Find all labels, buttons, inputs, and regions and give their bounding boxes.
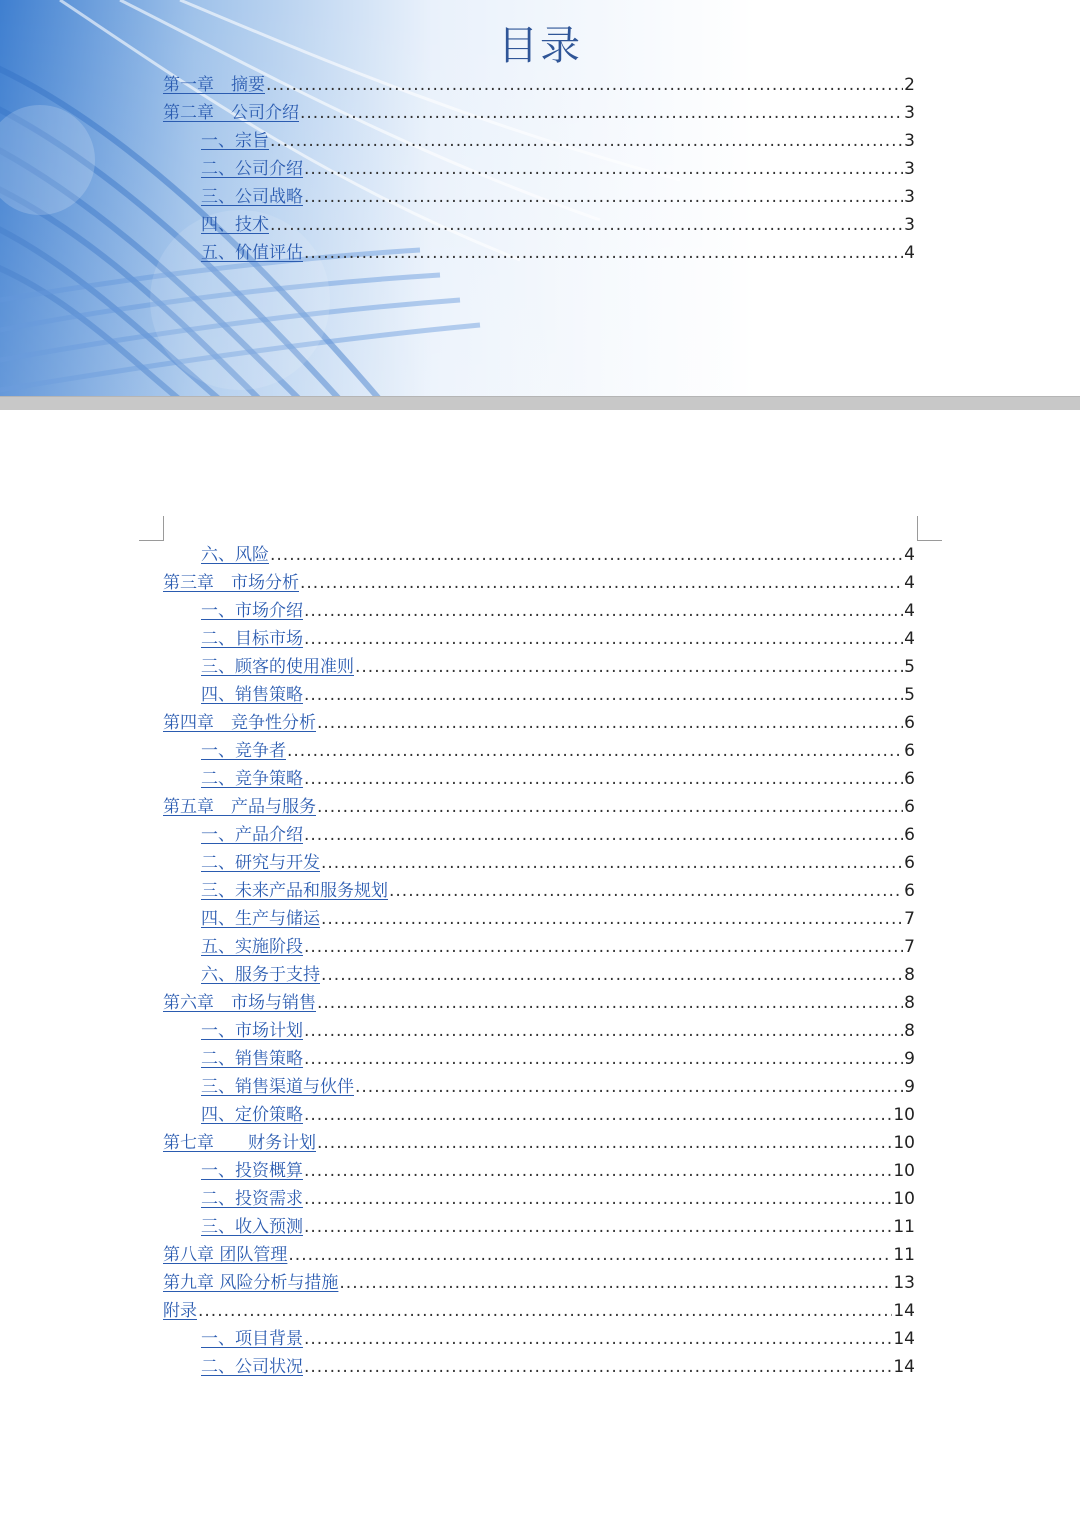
toc-entry-page: 8 xyxy=(904,1021,915,1041)
margin-corner-mark-left xyxy=(139,516,164,541)
toc-leader-dots xyxy=(300,103,903,123)
toc-entry-page: 6 xyxy=(904,853,915,873)
toc-entry[interactable] xyxy=(201,1324,915,1352)
toc-leader-dots xyxy=(304,825,903,845)
toc-entry-page: 4 xyxy=(904,545,915,565)
toc-entry-page: 14 xyxy=(893,1329,915,1349)
toc-leader-dots xyxy=(317,993,903,1013)
toc-entry-page: 3 xyxy=(904,215,915,235)
toc-entry[interactable] xyxy=(163,988,915,1016)
toc-leader-dots xyxy=(317,1133,892,1153)
toc-entry-label[interactable]: 第三章 市场分析 xyxy=(163,573,299,593)
toc-entry-label[interactable]: 二、投资需求 xyxy=(201,1189,303,1209)
toc-entry-page: 6 xyxy=(904,713,915,733)
toc-leader-dots xyxy=(304,1049,903,1069)
toc-leader-dots xyxy=(270,215,903,235)
toc-entry-label[interactable]: 二、研究与开发 xyxy=(201,853,320,873)
toc-entry-page: 9 xyxy=(904,1049,915,1069)
toc-leader-dots xyxy=(304,1357,892,1377)
toc-entry-page: 10 xyxy=(893,1105,915,1125)
toc-entry-page: 10 xyxy=(893,1161,915,1181)
toc-entry-page: 14 xyxy=(893,1357,915,1377)
toc-entry-label[interactable]: 三、未来产品和服务规划 xyxy=(201,881,388,901)
toc-entry[interactable] xyxy=(201,210,915,238)
toc-entry-page: 8 xyxy=(904,993,915,1013)
toc-entry-page: 7 xyxy=(904,909,915,929)
toc-leader-dots xyxy=(355,1077,903,1097)
toc-leader-dots xyxy=(317,713,903,733)
toc-entry-label[interactable]: 六、风险 xyxy=(201,545,269,565)
toc-entry-page: 7 xyxy=(904,937,915,957)
toc-leader-dots xyxy=(304,685,903,705)
toc-entry[interactable] xyxy=(201,652,915,680)
toc-leader-dots xyxy=(304,1329,892,1349)
toc-entry-page: 9 xyxy=(904,1077,915,1097)
toc-entry[interactable] xyxy=(201,1212,915,1240)
toc-entry-page: 3 xyxy=(904,159,915,179)
toc-entry-page: 14 xyxy=(893,1301,915,1321)
toc-entry[interactable] xyxy=(163,1240,915,1268)
toc-entry-label[interactable]: 第二章 公司介绍 xyxy=(163,103,299,123)
toc-entry[interactable] xyxy=(201,876,915,904)
toc-entry[interactable] xyxy=(201,154,915,182)
toc-entry-page: 3 xyxy=(904,187,915,207)
toc-entry-label[interactable]: 四、技术 xyxy=(201,215,269,235)
toc-entry[interactable] xyxy=(201,238,915,266)
toc-entry-label[interactable]: 二、公司状况 xyxy=(201,1357,303,1377)
toc-entry-label[interactable]: 第四章 竞争性分析 xyxy=(163,713,316,733)
toc-entry-label[interactable]: 三、销售渠道与伙伴 xyxy=(201,1077,354,1097)
toc-entry[interactable] xyxy=(201,764,915,792)
toc-entry-label[interactable]: 一、产品介绍 xyxy=(201,825,303,845)
toc-entry-label[interactable]: 三、收入预测 xyxy=(201,1217,303,1237)
toc-entry-page: 4 xyxy=(904,601,915,621)
toc-entry-page: 5 xyxy=(904,657,915,677)
toc-entry[interactable] xyxy=(201,680,915,708)
toc-entry[interactable] xyxy=(201,820,915,848)
toc-entry[interactable] xyxy=(163,1296,915,1324)
toc-leader-dots xyxy=(300,573,903,593)
toc-entry-label[interactable]: 一、宗旨 xyxy=(201,131,269,151)
toc-entry-label[interactable]: 二、公司介绍 xyxy=(201,159,303,179)
toc-entry-label[interactable]: 四、定价策略 xyxy=(201,1105,303,1125)
toc-entry[interactable] xyxy=(201,182,915,210)
toc-entry[interactable] xyxy=(201,126,915,154)
toc-entry-label[interactable]: 一、市场计划 xyxy=(201,1021,303,1041)
toc-entry-page: 3 xyxy=(904,103,915,123)
page-separator xyxy=(0,396,1080,411)
toc-entry-label[interactable]: 四、销售策略 xyxy=(201,685,303,705)
toc-entry-label[interactable]: 三、公司战略 xyxy=(201,187,303,207)
toc-entry-page: 8 xyxy=(904,965,915,985)
toc-leader-dots xyxy=(339,1273,892,1293)
toc-leader-dots xyxy=(317,797,903,817)
toc-leader-dots xyxy=(304,159,903,179)
toc-entry-page: 11 xyxy=(893,1245,915,1265)
toc-leader-dots xyxy=(304,1189,892,1209)
toc-entry[interactable] xyxy=(201,960,915,988)
toc-leader-dots xyxy=(198,1301,892,1321)
toc-leader-dots xyxy=(321,853,903,873)
margin-corner-mark-right xyxy=(917,516,942,541)
toc-entry-label[interactable]: 三、顾客的使用准则 xyxy=(201,657,354,677)
toc-entry-label[interactable]: 二、销售策略 xyxy=(201,1049,303,1069)
toc-entry-page: 10 xyxy=(893,1189,915,1209)
toc-entry-page: 2 xyxy=(904,75,915,95)
toc-entry-label[interactable]: 一、项目背景 xyxy=(201,1329,303,1349)
toc-entry-page: 5 xyxy=(904,685,915,705)
toc-entry[interactable] xyxy=(201,1016,915,1044)
toc-entry[interactable] xyxy=(163,1128,915,1156)
toc-entry-page: 4 xyxy=(904,573,915,593)
toc-entry[interactable] xyxy=(201,1352,915,1380)
toc-leader-dots xyxy=(321,909,903,929)
toc-entry-page: 10 xyxy=(893,1133,915,1153)
toc-leader-dots xyxy=(304,243,903,263)
toc-leader-dots xyxy=(288,1245,892,1265)
toc-leader-dots xyxy=(266,75,903,95)
page-title: 目录 xyxy=(498,23,582,69)
toc-entry-label[interactable]: 五、价值评估 xyxy=(201,243,303,263)
toc-entry-page: 4 xyxy=(904,243,915,263)
toc-leader-dots xyxy=(304,1217,892,1237)
toc-entry-page: 13 xyxy=(893,1273,915,1293)
page-two xyxy=(0,410,1080,1521)
toc-entry-label[interactable]: 二、目标市场 xyxy=(201,629,303,649)
toc-entry[interactable] xyxy=(201,848,915,876)
toc-entry-page: 11 xyxy=(893,1217,915,1237)
toc-entry[interactable] xyxy=(201,540,915,568)
toc-entry-page: 6 xyxy=(904,881,915,901)
toc-entry[interactable] xyxy=(201,932,915,960)
toc-entry-label[interactable]: 五、实施阶段 xyxy=(201,937,303,957)
toc-entry-label[interactable]: 六、服务于支持 xyxy=(201,965,320,985)
toc-entry[interactable] xyxy=(163,70,915,98)
toc-entry-page: 6 xyxy=(904,825,915,845)
toc-leader-dots xyxy=(304,1021,903,1041)
toc-leader-dots xyxy=(304,937,903,957)
toc-entry-label[interactable]: 第七章 财务计划 xyxy=(163,1133,316,1153)
toc-entry-page: 4 xyxy=(904,629,915,649)
toc-entry[interactable] xyxy=(201,1100,915,1128)
toc-entry[interactable] xyxy=(163,708,915,736)
toc-entry[interactable] xyxy=(163,98,915,126)
toc-entry[interactable] xyxy=(201,1044,915,1072)
toc-entry[interactable] xyxy=(163,1268,915,1296)
toc-entry[interactable] xyxy=(163,568,915,596)
toc-entry-page: 6 xyxy=(904,769,915,789)
toc-leader-dots xyxy=(304,1161,892,1181)
toc-entry[interactable] xyxy=(201,624,915,652)
toc-entry-label[interactable]: 第八章 团队管理 xyxy=(163,1245,288,1265)
toc-entry[interactable] xyxy=(201,596,915,624)
toc-entry-label[interactable]: 二、竞争策略 xyxy=(201,769,303,789)
toc-entry[interactable] xyxy=(201,1072,915,1100)
toc-entry[interactable] xyxy=(163,792,915,820)
toc-entry-label[interactable]: 第六章 市场与销售 xyxy=(163,993,316,1013)
toc-entry-label[interactable]: 四、生产与储运 xyxy=(201,909,320,929)
toc-leader-dots xyxy=(304,629,903,649)
toc-entry[interactable] xyxy=(201,1156,915,1184)
toc-leader-dots xyxy=(389,881,903,901)
toc-leader-dots xyxy=(304,769,903,789)
toc-entry-label[interactable]: 第一章 摘要 xyxy=(163,75,265,95)
toc-entry[interactable] xyxy=(201,1184,915,1212)
toc-leader-dots xyxy=(304,187,903,207)
toc-leader-dots xyxy=(270,131,903,151)
toc-entry[interactable] xyxy=(201,736,915,764)
toc-leader-dots xyxy=(304,601,903,621)
toc-entry-label[interactable]: 附录 xyxy=(163,1301,197,1321)
toc-entry-page: 6 xyxy=(904,741,915,761)
toc-entry-label[interactable]: 一、投资概算 xyxy=(201,1161,303,1181)
toc-leader-dots xyxy=(304,1105,892,1125)
toc-entry-label[interactable]: 一、竞争者 xyxy=(201,741,286,761)
toc-entry-page: 6 xyxy=(904,797,915,817)
toc-entry-label[interactable]: 一、市场介绍 xyxy=(201,601,303,621)
toc-entry-page: 3 xyxy=(904,131,915,151)
toc-leader-dots xyxy=(355,657,903,677)
toc-entry[interactable] xyxy=(201,904,915,932)
toc-entry-label[interactable]: 第五章 产品与服务 xyxy=(163,797,316,817)
toc-entry-label[interactable]: 第九章 风险分析与措施 xyxy=(163,1273,339,1293)
toc-leader-dots xyxy=(321,965,903,985)
page-one xyxy=(0,0,1080,396)
toc-leader-dots xyxy=(270,545,903,565)
toc-leader-dots xyxy=(287,741,903,761)
